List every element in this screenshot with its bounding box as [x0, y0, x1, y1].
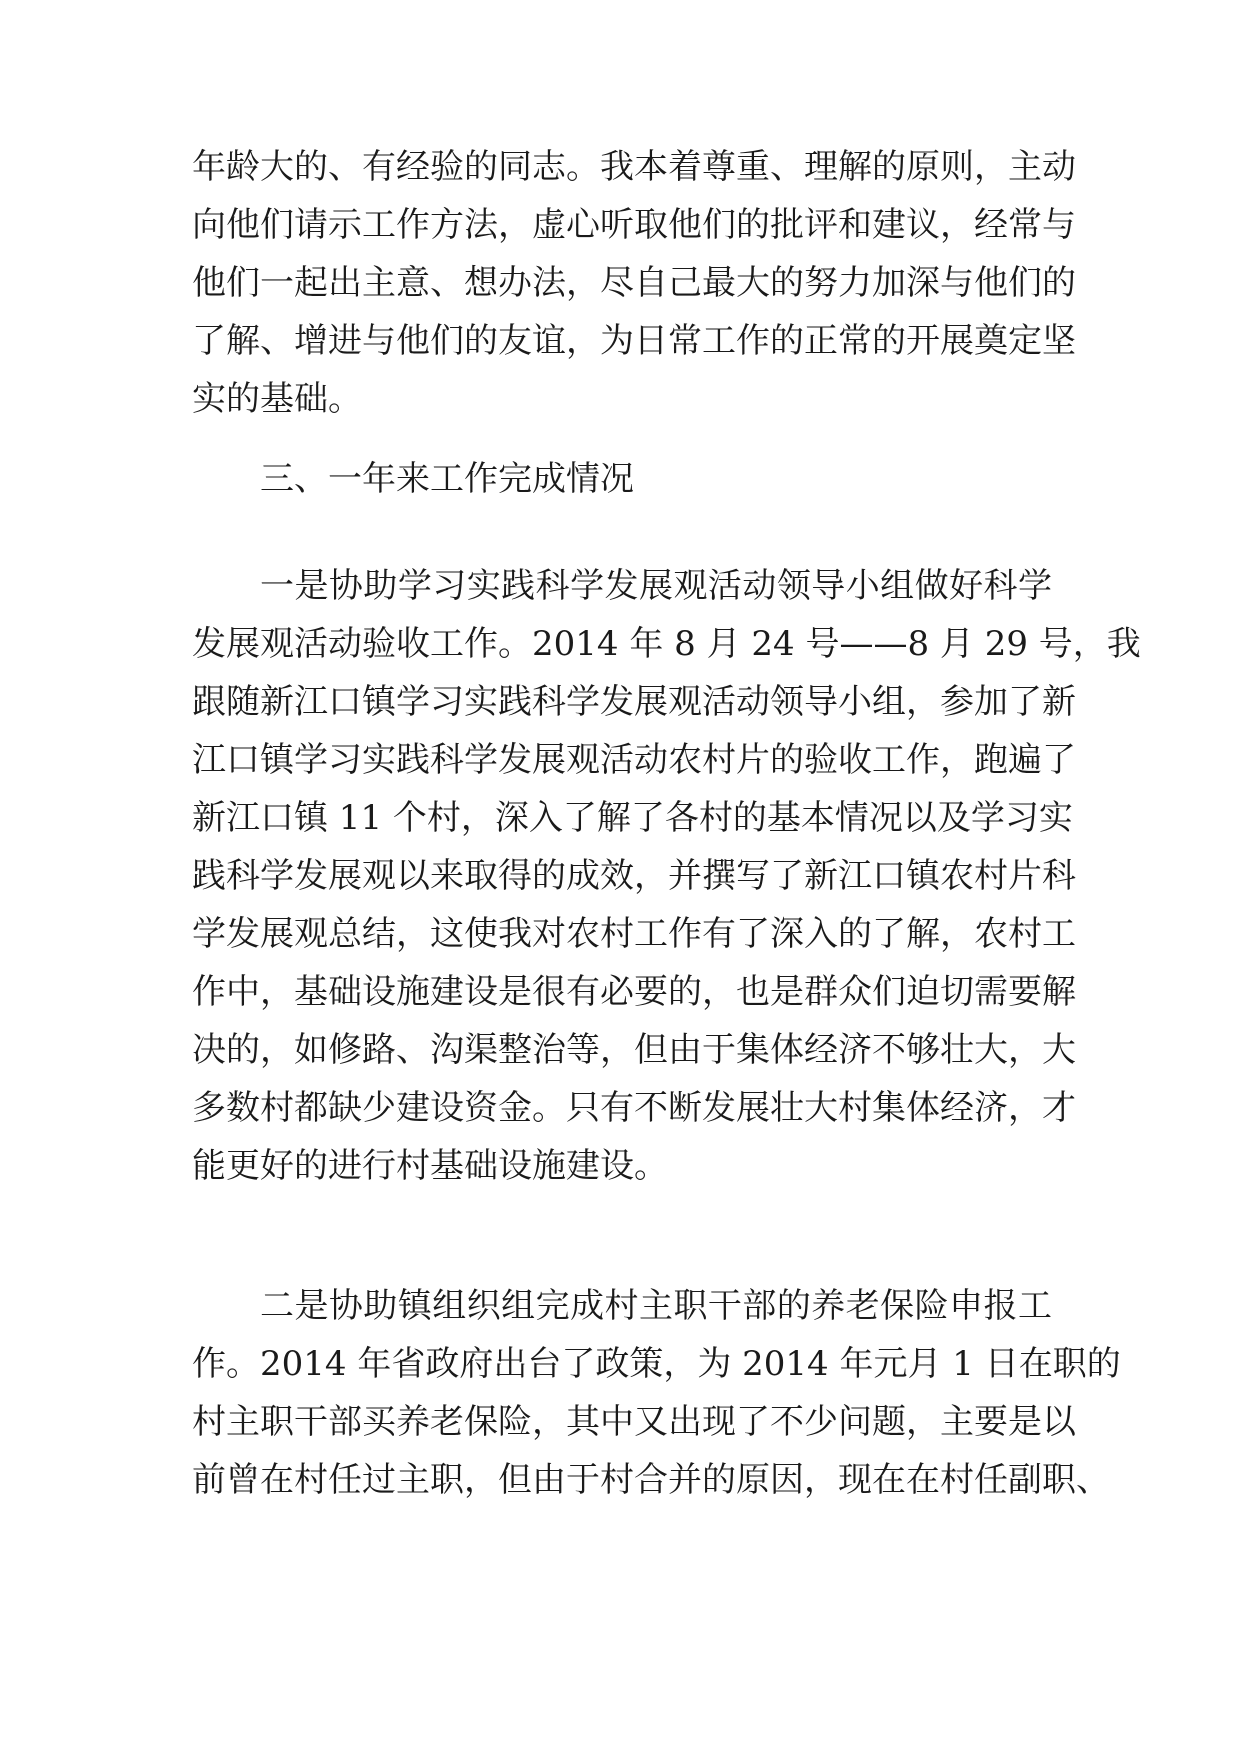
text-line: 年龄大的、有经验的同志。我本着尊重、理解的原则，主动	[192, 147, 1076, 187]
text-line: 决的，如修路、沟渠整治等，但由于集体经济不够壮大，大	[192, 1030, 1076, 1070]
text-line: 作中，基础设施建设是很有必要的，也是群众们迫切需要解	[192, 972, 1076, 1012]
text-line: 向他们请示工作方法，虚心听取他们的批评和建议，经常与	[192, 205, 1076, 245]
text-line: 他们一起出主意、想办法，尽自己最大的努力加深与他们的	[192, 263, 1076, 303]
text-line: 发展观活动验收工作。2014 年 8 月 24 号——8 月 29 号，我	[192, 624, 1141, 664]
text-line: 二是协助镇组织组完成村主职干部的养老保险申报工	[260, 1286, 1052, 1326]
text-line: 跟随新江口镇学习实践科学发展观活动领导小组，参加了新	[192, 682, 1076, 722]
text-line: 践科学发展观以来取得的成效，并撰写了新江口镇农村片科	[192, 856, 1076, 896]
text-line: 多数村都缺少建设资金。只有不断发展壮大村集体经济，才	[192, 1088, 1076, 1128]
text-line: 了解、增进与他们的友谊，为日常工作的正常的开展奠定坚	[192, 321, 1076, 361]
heading-text: 三、一年来工作完成情况	[260, 459, 634, 499]
text-line: 村主职干部买养老保险，其中又出现了不少问题，主要是以	[192, 1402, 1076, 1442]
text-line: 前曾在村任过主职，但由于村合并的原因，现在在村任副职、	[192, 1460, 1110, 1500]
text-line: 江口镇学习实践科学发展观活动农村片的验收工作，跑遍了	[192, 740, 1076, 780]
text-line: 能更好的进行村基础设施建设。	[192, 1146, 668, 1186]
text-line: 一是协助学习实践科学发展观活动领导小组做好科学	[260, 566, 1052, 606]
text-line: 作。2014 年省政府出台了政策，为 2014 年元月 1 日在职的	[192, 1344, 1121, 1384]
text-line: 新江口镇 11 个村，深入了解了各村的基本情况以及学习实	[192, 798, 1073, 838]
text-line: 实的基础。	[192, 379, 362, 419]
text-line: 学发展观总结，这使我对农村工作有了深入的了解，农村工	[192, 914, 1076, 954]
